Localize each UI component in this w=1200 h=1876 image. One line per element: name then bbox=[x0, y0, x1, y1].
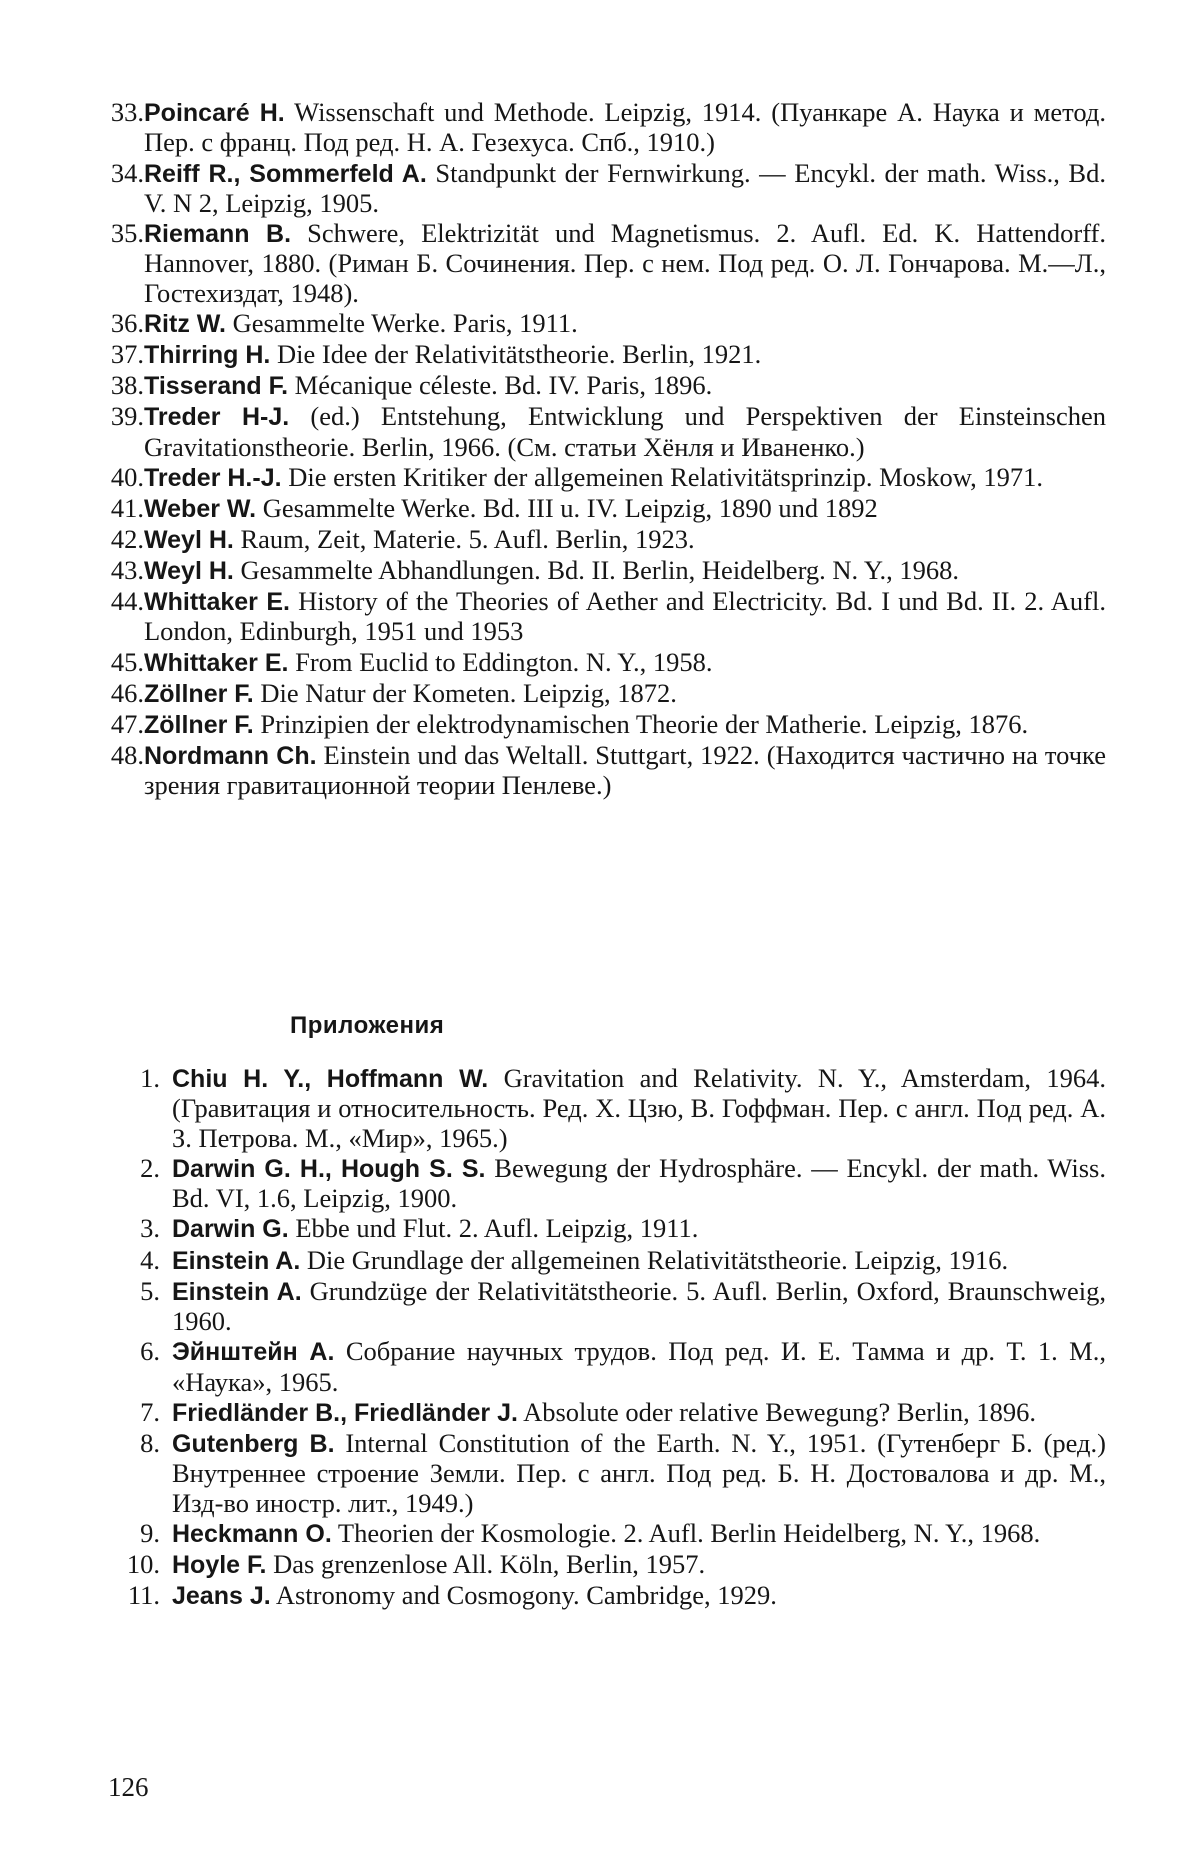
reference-author: Weyl H. bbox=[144, 556, 234, 585]
reference-number: 45. bbox=[110, 646, 144, 677]
reference-number: 9. bbox=[140, 1517, 160, 1548]
reference-text: Wissenschaft und Methode. Leipzig, 1914. (Пуанкаре А. Наука и метод. Пер. с франц. Под ред. Н. А. Гезехуса. Спб., 1910.) bbox=[144, 97, 1106, 158]
reference-entry bbox=[96, 98, 1106, 158]
reference-text: Bewegung der Hydrosphäre. — Encykl. der math. Wiss. Bd. VI, 1.6, Leipzig, 1900. bbox=[172, 1152, 1106, 1214]
reference-entry bbox=[96, 1246, 1106, 1276]
reference-entry bbox=[96, 587, 1106, 647]
reference-text: Grundzüge der Relativitätstheorie. 5. Aufl. Berlin, Oxford, Braunschweig, 1960. bbox=[172, 1275, 1106, 1336]
reference-author: Chiu H. Y., Hoffmann W. bbox=[172, 1065, 489, 1093]
reference-text: Die Idee der Relativitätstheorie. Berlin, 1921. bbox=[270, 339, 762, 369]
reference-author: Einstein A. bbox=[172, 1277, 302, 1306]
reference-entry bbox=[96, 741, 1106, 801]
section-heading: Приложения bbox=[290, 1012, 445, 1039]
reference-body bbox=[160, 1519, 1106, 1549]
reference-body bbox=[144, 587, 1106, 647]
reference-author: Treder H-J. bbox=[144, 403, 290, 432]
reference-text: Gesammelte Werke. Paris, 1911. bbox=[225, 307, 578, 338]
reference-body bbox=[160, 1429, 1106, 1518]
reference-author: Heckmann O. bbox=[172, 1519, 332, 1548]
reference-body bbox=[144, 679, 1106, 709]
reference-text: Gesammelte Werke. Bd. III u. IV. Leipzig, 1890 und 1892 bbox=[256, 492, 878, 523]
reference-number: 4. bbox=[140, 1244, 160, 1275]
reference-body bbox=[144, 402, 1106, 462]
reference-text: Собрание научных трудов. Под ред. И. Е. Тамма и др. Т. 1. М., «Наука», 1965. bbox=[172, 1336, 1106, 1397]
reference-number: 2. bbox=[140, 1152, 160, 1183]
reference-text: Raum, Zeit, Materie. 5. Aufl. Berlin, 1923. bbox=[233, 523, 695, 554]
reference-body bbox=[144, 371, 1106, 401]
reference-number: 47. bbox=[110, 708, 144, 739]
reference-author: Jeans J. bbox=[172, 1581, 271, 1610]
reference-entry bbox=[96, 159, 1106, 219]
reference-number: 5. bbox=[140, 1275, 160, 1306]
reference-body bbox=[160, 1154, 1106, 1214]
reference-text: Die Natur der Kometen. Leipzig, 1872. bbox=[253, 677, 677, 708]
reference-body bbox=[144, 340, 1106, 370]
reference-list bbox=[96, 98, 1106, 801]
reference-body bbox=[160, 1398, 1106, 1428]
reference-number: 11. bbox=[127, 1579, 160, 1610]
reference-text: From Euclid to Eddington. N. Y., 1958. bbox=[288, 646, 713, 677]
reference-author: Darwin G. H., Hough S. S. bbox=[172, 1154, 486, 1183]
reference-entry bbox=[96, 1154, 1106, 1214]
reference-author: Whittaker E. bbox=[144, 648, 289, 677]
reference-body bbox=[160, 1337, 1106, 1397]
reference-body bbox=[160, 1581, 1106, 1611]
reference-entry bbox=[96, 1277, 1106, 1337]
reference-author: Gutenberg B. bbox=[172, 1429, 335, 1458]
reference-body bbox=[144, 710, 1106, 740]
reference-body bbox=[160, 1246, 1106, 1276]
reference-entry bbox=[96, 710, 1106, 740]
reference-body bbox=[160, 1064, 1106, 1153]
reference-author: Treder H.-J. bbox=[144, 463, 282, 492]
reference-entry bbox=[96, 1337, 1106, 1397]
reference-text: Gesammelte Abhandlungen. Bd. II. Berlin, Heidelberg. N. Y., 1968. bbox=[233, 554, 960, 585]
reference-entry bbox=[96, 648, 1106, 678]
reference-author: Weyl H. bbox=[144, 525, 234, 554]
reference-body bbox=[144, 98, 1106, 158]
reference-text: Die ersten Kritiker der allgemeinen Relativitätsprinzip. Moskow, 1971. bbox=[281, 461, 1043, 492]
reference-author: Darwin G. bbox=[172, 1215, 289, 1244]
reference-number: 36. bbox=[110, 307, 144, 338]
reference-text: Astronomy and Cosmogony. Cambridge, 1929. bbox=[270, 1579, 777, 1610]
reference-entry bbox=[96, 219, 1106, 308]
reference-number: 34. bbox=[110, 157, 144, 188]
reference-text: Ebbe und Flut. 2. Aufl. Leipzig, 1911. bbox=[288, 1213, 699, 1244]
reference-entry bbox=[96, 1064, 1106, 1153]
reference-number: 37. bbox=[110, 339, 144, 369]
reference-entry bbox=[96, 371, 1106, 401]
reference-body bbox=[144, 219, 1106, 308]
reference-body bbox=[160, 1277, 1106, 1337]
reference-author: Riemann B. bbox=[144, 220, 292, 248]
reference-author: Zöllner F. bbox=[144, 679, 254, 708]
reference-number: 41. bbox=[110, 492, 144, 523]
reference-entry bbox=[96, 1581, 1106, 1611]
reference-number: 44. bbox=[110, 586, 144, 617]
reference-author: Zöllner F. bbox=[144, 710, 254, 739]
reference-text: Schwere, Elektrizität und Magnetismus. 2. Aufl. Ed. K. Hattendorff. Hannover, 1880. (Риман Б. Сочинения. Пер. с нем. Под ред. О. Л. Гончарова. М.—Л., Гостехиздат, 1948). bbox=[144, 218, 1106, 308]
reference-text: Einstein und das Weltall. Stuttgart, 1922. (Находится частично на точке зрения гравитационной теории Пенлеве.) bbox=[144, 739, 1106, 801]
reference-text: Gravitation and Relativity. N. Y., Amsterdam, 1964. (Гравитация и относительность. Ред. Х. Цзю, В. Гоффман. Пер. с англ. Под ред. А. З. Петрова. М., «Мир», 1965.) bbox=[172, 1063, 1106, 1153]
reference-body bbox=[144, 309, 1106, 339]
reference-number: 7. bbox=[140, 1396, 160, 1427]
reference-entry bbox=[96, 1214, 1106, 1244]
reference-number: 1. bbox=[140, 1063, 160, 1093]
reference-entry bbox=[96, 679, 1106, 709]
reference-text: Die Grundlage der allgemeinen Relativitätstheorie. Leipzig, 1916. bbox=[300, 1244, 1009, 1275]
reference-number: 33. bbox=[110, 97, 144, 127]
reference-text: Absolute oder relative Bewegung? Berlin, 1896. bbox=[517, 1396, 1037, 1427]
reference-author: Einstein A. bbox=[172, 1246, 301, 1275]
reference-body bbox=[160, 1550, 1106, 1580]
reference-entry bbox=[96, 556, 1106, 586]
page-number: 126 bbox=[108, 1772, 149, 1802]
reference-text: Mécanique céleste. Bd. IV. Paris, 1896. bbox=[288, 370, 713, 401]
reference-number: 3. bbox=[140, 1213, 160, 1244]
reference-body bbox=[144, 159, 1106, 219]
reference-entry bbox=[96, 463, 1106, 493]
reference-number: 10. bbox=[126, 1548, 160, 1579]
reference-entry bbox=[96, 340, 1106, 370]
reference-entry bbox=[96, 1398, 1106, 1428]
reference-author: Ritz W. bbox=[144, 309, 226, 338]
reference-author: Tisserand F. bbox=[144, 372, 289, 401]
reference-entry bbox=[96, 1429, 1106, 1518]
reference-body bbox=[144, 741, 1106, 801]
reference-body bbox=[144, 525, 1106, 555]
reference-author: Thirring H. bbox=[144, 341, 271, 369]
reference-number: 38. bbox=[110, 370, 144, 401]
reference-number: 46. bbox=[110, 677, 144, 708]
reference-text: (ed.) Entstehung, Entwicklung und Perspektiven der Einsteinschen Gravitationstheorie. Berlin, 1966. (См. статьи Хёнля и Иваненко.) bbox=[144, 401, 1106, 462]
reference-author: Эйнштейн А. bbox=[172, 1338, 335, 1367]
reference-number: 35. bbox=[110, 218, 144, 248]
reference-author: Hoyle F. bbox=[172, 1550, 267, 1579]
reference-number: 8. bbox=[140, 1427, 160, 1458]
reference-text: Standpunkt der Fernwirkung. — Encykl. der math. Wiss., Bd. V. N 2, Leipzig, 1905. bbox=[144, 157, 1106, 218]
reference-author: Nordmann Ch. bbox=[144, 741, 317, 770]
reference-number: 6. bbox=[140, 1336, 160, 1367]
reference-number: 40. bbox=[110, 461, 144, 492]
reference-number: 48. bbox=[110, 739, 144, 770]
reference-author: Poincaré H. bbox=[144, 99, 285, 127]
reference-number: 39. bbox=[110, 401, 144, 432]
reference-number: 43. bbox=[110, 554, 144, 585]
appendix-reference-list bbox=[96, 1064, 1106, 1612]
reference-body bbox=[144, 556, 1106, 586]
reference-body bbox=[144, 463, 1106, 493]
reference-entry bbox=[96, 402, 1106, 462]
reference-author: Friedländer B., Friedländer J. bbox=[172, 1398, 518, 1427]
reference-entry bbox=[96, 494, 1106, 524]
reference-entry bbox=[96, 1550, 1106, 1580]
reference-text: History of the Theories of Aether and Electricity. Bd. I und Bd. II. 2. Aufl. London, Edinburgh, 1951 und 1953 bbox=[144, 586, 1106, 647]
reference-entry bbox=[96, 1519, 1106, 1549]
reference-entry bbox=[96, 525, 1106, 555]
reference-number: 42. bbox=[110, 523, 144, 554]
reference-author: Reiff R., Sommerfeld A. bbox=[144, 159, 427, 188]
reference-author: Whittaker E. bbox=[144, 588, 290, 617]
reference-entry bbox=[96, 309, 1106, 339]
reference-body bbox=[144, 494, 1106, 524]
reference-text: Theorien der Kosmologie. 2. Aufl. Berlin Heidelberg, N. Y., 1968. bbox=[331, 1517, 1041, 1548]
reference-text: Das grenzenlose All. Köln, Berlin, 1957. bbox=[266, 1548, 706, 1579]
reference-body bbox=[144, 648, 1106, 678]
reference-text: Internal Constitution of the Earth. N. Y., 1951. (Гутенберг Б. (ред.) Внутреннее строение Земли. Пер. с англ. Под ред. Б. Н. Достовалова и др. М., Изд-во иностр. лит., 1949.) bbox=[172, 1427, 1106, 1518]
reference-author: Weber W. bbox=[144, 494, 257, 523]
reference-body bbox=[160, 1214, 1106, 1244]
reference-text: Prinzipien der elektrodynamischen Theorie der Matherie. Leipzig, 1876. bbox=[253, 708, 1029, 739]
